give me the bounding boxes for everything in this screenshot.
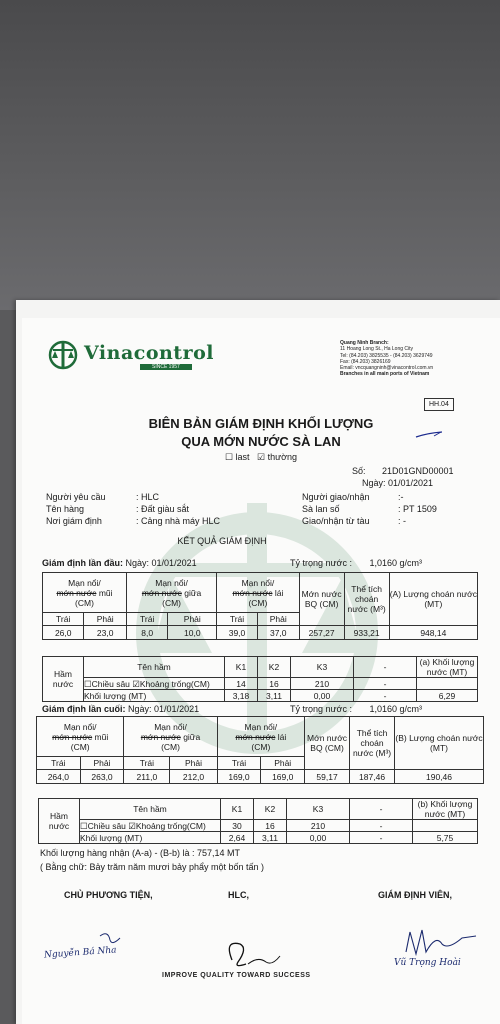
vinacontrol-logo-icon [48,340,78,370]
value-cell: 264,0 [37,770,81,784]
info-value: :- [398,492,404,502]
header-cell: (a) Khối lượng nước (MT) [417,657,478,678]
form-code: HH.04 [424,398,454,411]
info-label: Người yêu cầu [46,492,106,502]
header-cell: Mớn nước BQ (CM) [299,573,344,626]
hdr: mớn nước [56,587,97,598]
empty-cell [417,678,478,690]
header-cell: (A) Lượng choán nước (MT) [389,573,477,626]
tank-label: Hầm nước [43,657,84,702]
value-cell: 212,0 [170,770,217,784]
value-cell: 3,11 [258,690,291,702]
info-value: : Đất giàu sắt [136,504,190,514]
header-cell: K3 [287,799,350,820]
mass-label: Khối lượng (MT) [80,832,221,844]
value-cell: 16 [258,678,291,690]
hdr: (CM) [162,597,181,608]
value-cell: 187,46 [350,770,395,784]
header-cell: K1 [225,657,258,678]
value-cell: 263,0 [80,770,124,784]
last-draft-table [36,716,484,784]
value-cell: 211,0 [124,770,170,784]
value-cell: 0,00 [287,832,350,844]
trai-cell: Trái [37,757,81,770]
trai-cell: Trái [126,613,167,626]
trai-cell: Trái [217,757,261,770]
hdr: mũi [94,731,109,742]
value-cell: 10,0 [168,626,217,640]
hdr: mớn nước [141,587,182,598]
density-value: 1,0160 g/cm³ [369,558,422,568]
header-cell [124,717,217,757]
value-cell: - [350,832,413,844]
info-value: : - [398,516,406,526]
value-cell: 3,18 [225,690,258,702]
hdr: giữa [184,587,202,598]
doc-type-checkboxes [22,452,500,463]
header-cell [217,717,304,757]
branch-line: Email: vncquangninh@vinacontrol.com.vn [340,365,434,372]
trai-cell: Trái [43,613,84,626]
phai-cell: Phải [170,757,217,770]
header-cell: Thể tích choán nước (M³) [344,573,389,626]
phai-cell: Phải [84,613,127,626]
depth-type: ☐Chiều sâu ☑Khoảng trống(CM) [84,678,225,690]
hdr: Mạn nổi/ [154,721,187,732]
header-cell: (B) Lượng choán nước (MT) [395,717,484,770]
value-cell: 26,0 [43,626,84,640]
checkbox-last: ☐ last [224,452,250,462]
value-cell: 8,0 [126,626,167,640]
density-value: 1,0160 g/cm³ [369,704,422,714]
value-cell: - [354,690,417,702]
hdr: (CM) [248,597,268,608]
trai-cell: Trái [217,613,258,626]
value-cell: 190,46 [395,770,484,784]
first-heading-text: Giám định lần đầu: [42,558,124,568]
hdr: mớn nước [52,731,93,742]
info-label: Nơi giám định [46,516,102,526]
empty-cell [413,820,478,832]
value-cell: 39,0 [217,626,258,640]
value-cell: 16 [254,820,287,832]
density-label: Tỷ trọng nước : [290,704,352,714]
hdr: (CM) [161,741,180,752]
inspector-handwritten-name: Vũ Trọng Hoài [394,958,461,968]
last-survey-heading [42,704,199,714]
pen-mark [414,430,444,440]
header-cell: - [354,657,417,678]
value-cell: 5,75 [413,832,478,844]
info-label: Sà lan số [302,504,340,514]
hdr: (CM) [70,741,90,752]
last-heading-text: Giám định lần cuối: [42,704,126,714]
hdr: Mạn nổi/ [63,721,97,732]
header-cell: Mớn nước BQ (CM) [305,717,350,770]
value-cell: 37,0 [257,626,299,640]
header-cell: K1 [221,799,254,820]
hdr: lái [274,587,284,598]
sig-inspector-title: GIÁM ĐỊNH VIÊN, [378,890,453,900]
value-cell: 59,17 [305,770,350,784]
branch-info [340,340,433,378]
header-cell: K3 [291,657,354,678]
branch-line: Tel: (84.203) 3825535 - (84.203) 3629749 [340,352,433,359]
density-label: Tỷ trọng nước : [290,558,352,568]
hdr: (CM) [75,597,94,608]
doc-number-label: Số: [352,466,366,476]
summary-mass: Khối lượng hàng nhận (A-a) - (B-b) là : 757,14 MT [40,848,241,858]
mass-label: Khối lượng (MT) [84,690,225,702]
doc-title-line2: QUA MỚN NƯỚC SÀ LAN [181,434,341,449]
header-cell: K2 [254,799,287,820]
doc-title-line1: BIÊN BẢN GIÁM ĐỊNH KHỐI LƯỢNG [148,416,374,431]
value-cell: - [350,820,413,832]
result-title: KẾT QUẢ GIÁM ĐỊNH [177,536,267,546]
value-cell: 23,0 [84,626,127,640]
first-draft-table [42,572,478,640]
header-cell: K2 [258,657,291,678]
info-value: : HLC [136,492,160,502]
header-cell [43,573,127,613]
footer-slogan: IMPROVE QUALITY TOWARD SUCCESS [162,972,311,979]
value-cell: - [354,678,417,690]
value-cell: 933,21 [344,626,389,640]
value-cell: 0,00 [291,690,354,702]
depth-type: ☐Chiều sâu ☑Khoảng trống(CM) [80,820,221,832]
branch-footer: Branches in all main ports of Vietnam [340,371,430,378]
phai-cell: Phải [257,613,299,626]
owner-handwritten-name: Nguyễn Bá Nha [43,945,117,961]
sig-hlc-title: HLC, [228,890,249,900]
doc-date: Ngày: 01/01/2021 [362,478,434,488]
value-cell: 169,0 [217,770,261,784]
last-tank-table [38,798,478,844]
hdr: Mạn nổi/ [68,577,101,588]
header-cell [37,717,124,757]
hdr: giữa [183,731,201,742]
info-value: : PT 1509 [398,504,437,514]
header-cell: - [350,799,413,820]
hdr: Mạn nổi/ [241,577,275,588]
value-cell: 169,0 [261,770,305,784]
branch-title: Quang Ninh Branch: [340,340,389,346]
trai-cell: Trái [124,757,170,770]
hdr: Mạn nổi/ [155,577,188,588]
phai-cell: Phải [261,757,305,770]
value-cell: 6,29 [417,690,478,702]
header-cell: Tên hầm [80,799,221,820]
phai-cell: Phải [80,757,124,770]
last-date: Ngày: 01/01/2021 [128,704,200,714]
hdr: mớn nước [140,731,181,742]
value-cell: 210 [291,678,354,690]
branch-line: 11 Hoang Long St., Ha Long City [340,346,414,353]
doc-number: 21D01GND00001 [382,466,454,476]
value-cell: 210 [287,820,350,832]
document-sheet [22,318,500,1024]
hdr: lái [277,731,287,742]
header-cell: Tên hầm [84,657,225,678]
first-tank-table [42,656,478,702]
value-cell: 3,11 [254,832,287,844]
value-cell: 257,27 [299,626,344,640]
value-cell: 948,14 [389,626,477,640]
value-cell: 14 [225,678,258,690]
header-cell [217,573,299,613]
info-value: : Cảng nhà máy HLC [136,516,221,526]
branch-line: Fax: (84.203) 3826169 [340,358,391,365]
checkbox-normal: ☑ thường [257,452,298,462]
value-cell: 2,64 [221,832,254,844]
background-surface [0,0,500,310]
tank-label: Hầm nước [39,799,80,844]
summary-words: ( Bằng chữ: Bảy trăm năm mươi bảy phẩy một bốn tấn ) [40,862,265,872]
hdr: mũi [98,587,113,598]
value-cell: 30 [221,820,254,832]
sig-owner-title: CHỦ PHƯƠNG TIỆN, [64,890,153,900]
hdr: Mạn nổi/ [244,721,278,732]
hdr: mớn nước [235,731,276,742]
header-cell [126,573,216,613]
hlc-signature-icon [218,930,298,974]
brand-since: SINCE 1957 [140,364,192,370]
header-cell: (b) Khối lượng nước (MT) [413,799,478,820]
brand-name: Vinacontrol [84,342,214,364]
hdr: (CM) [251,741,271,752]
last-density [290,704,422,714]
info-label: Tên hàng [46,504,85,514]
hdr: mớn nước [232,587,273,598]
header-cell: Thể tích choán nước (M³) [350,717,395,770]
info-label: Người giao/nhận [302,492,370,502]
phai-cell: Phải [168,613,217,626]
first-density [290,558,422,568]
first-date: Ngày: 01/01/2021 [125,558,197,568]
info-label: Giao/nhận từ tàu [302,516,370,526]
first-survey-heading [42,558,197,568]
